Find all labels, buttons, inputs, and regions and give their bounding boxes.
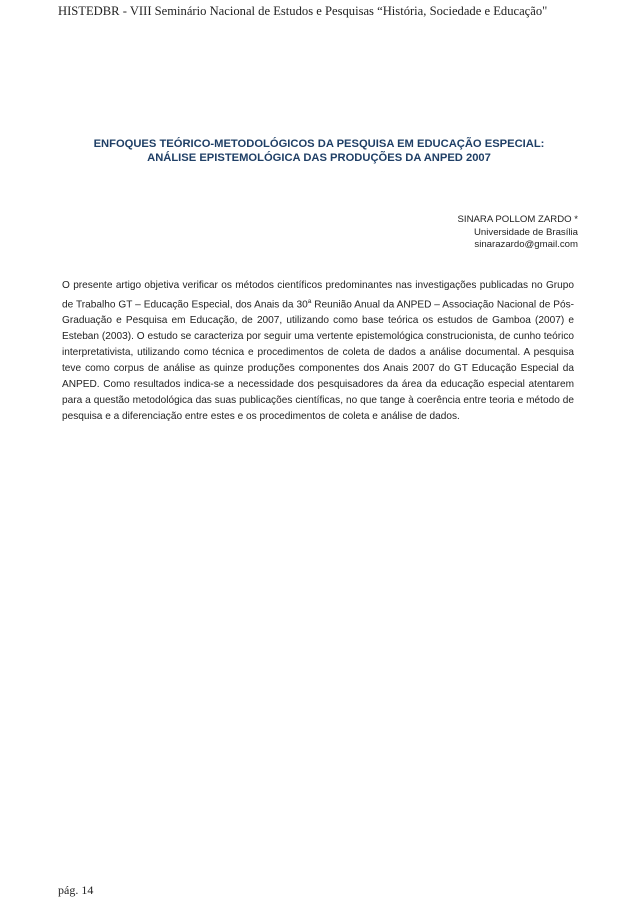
- author-affiliation: Universidade de Brasília: [474, 226, 578, 238]
- page-number: pág. 14: [58, 883, 94, 897]
- author-name: SINARA POLLOM ZARDO *: [457, 214, 578, 225]
- title-line-1: ENFOQUES TEÓRICO-METODOLÓGICOS DA PESQUISA EM EDUCAÇÃO ESPECIAL:: [93, 138, 545, 150]
- running-header: HISTEDBR - VIII Seminário Nacional de Estudos e Pesquisas “História, Sociedade e Educação": [58, 4, 548, 18]
- author-email: sinarazardo@gmail.com: [474, 239, 578, 250]
- title-line-2: ANÁLISE EPISTEMOLÓGICA DAS PRODUÇÕES DA ANPED 2007: [147, 152, 491, 164]
- abstract-paragraph: [62, 278, 574, 425]
- abstract-text-part-1: O presente artigo objetiva verificar os métodos científicos predominantes nas investigações publicadas no Grupo de Trabalho GT – Educação Especial, dos Anais da 30: [62, 280, 574, 311]
- author-block: [458, 214, 578, 252]
- abstract-text-part-2: Reunião Anual da ANPED – Associação Nacional de Pós-Graduação e Pesquisa em Educação, de 2007, utilizando como base teórica os estudos de Gamboa (2007) e Esteban (2003). O estudo se caracteriza por seguir uma vertente epistemológica construcionista, de cunho teórico interpretativista, utilizando como técnica e procedimentos de coleta de dados a análise documental. A pesquisa teve como corpus de análise as quinze produções componentes dos Anais 2007 do GT Educação Especial da ANPED. Como resultados indica-se a necessidade dos pesquisadores da área da educação especial atentarem para a questão metodológica das suas publicações científicas, no que tange à coerência entre teoria e método de pesquisa e a diferenciação entre estes e os procedimentos de coleta e análise de dados.: [62, 299, 574, 422]
- ordinal-indicator: a: [307, 297, 312, 305]
- article-title: [64, 137, 574, 165]
